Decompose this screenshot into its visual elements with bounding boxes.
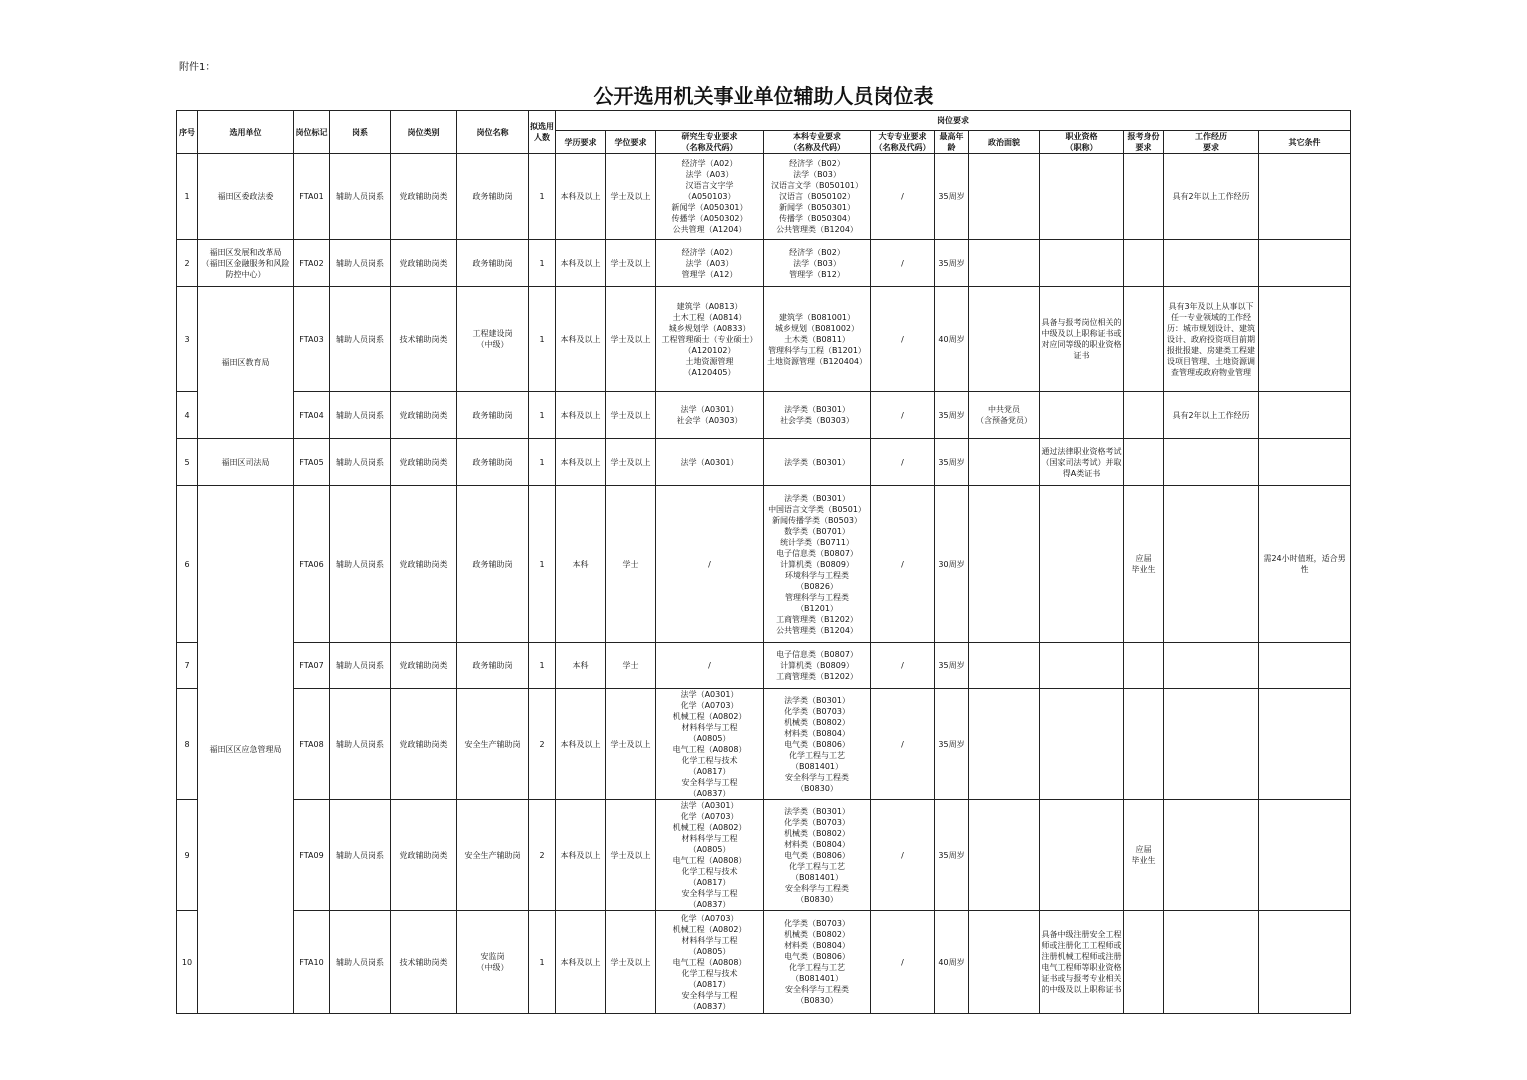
seq-cell: 1 [177, 154, 198, 240]
series-cell: 辅助人员岗系 [330, 392, 391, 439]
political-cell [969, 911, 1040, 1014]
ug-major-cell: 法学类（B0301） [764, 439, 871, 486]
series-cell: 辅助人员岗系 [330, 643, 391, 689]
name-cell: 政务辅助岗 [457, 154, 529, 240]
count-cell: 1 [529, 911, 556, 1014]
grad-major-cell: 建筑学（A0813） 土木工程（A0814） 城乡规划学（A0833） 工程管理硕士（专业硕士）（A120102） 土地资源管理 （A120405） [656, 287, 764, 392]
unit-cell: 福田区司法局 [198, 439, 294, 486]
name-cell: 政务辅助岗 [457, 643, 529, 689]
political-cell [969, 689, 1040, 800]
age-cell: 35周岁 [935, 439, 969, 486]
code-cell: FTA07 [294, 643, 330, 689]
degree-cell: 学士及以上 [606, 800, 656, 911]
identity-cell: 应届 毕业生 [1124, 800, 1164, 911]
ug-major-cell: 法学类（B0301） 中国语言文学类（B0501） 新闻传播学类（B0503） 数学类（B0701） 统计学类（B0711） 电子信息类（B0807） 计算机类（B0809） 环境科学与工程类 （B0826） 管理科学与工程类 （B1201） 工商管理类（B1202） 公共管理类（B1204） [764, 486, 871, 643]
ug-major-cell: 电子信息类（B0807） 计算机类（B0809） 工商管理类（B1202） [764, 643, 871, 689]
experience-cell: 具有3年及以上从事以下任一专业领域的工作经历：城市规划设计、建筑设计、政府投资项目前期报批报建、房建类工程建设项目管理、土地资源调查管理或政府物业管理 [1164, 287, 1259, 392]
grad-major-cell: 化学（A0703） 机械工程（A0802） 材料科学与工程 （A0805） 电气工程（A0808） 化学工程与技术 （A0817） 安全科学与工程 （A0837） [656, 911, 764, 1014]
col-experience: 工作经历 要求 [1164, 131, 1259, 154]
table-row [177, 439, 1351, 486]
unit-cell: 福田区委政法委 [198, 154, 294, 240]
degree-cell: 学士及以上 [606, 154, 656, 240]
other-cell: 需24小时值班，适合男性 [1259, 486, 1351, 643]
grad-major-cell: 经济学（A02） 法学（A03） 管理学（A12） [656, 240, 764, 287]
table-row [177, 643, 1351, 689]
table-body [177, 154, 1351, 1014]
grad-major-cell: 法学（A0301） [656, 439, 764, 486]
code-cell: FTA01 [294, 154, 330, 240]
name-cell: 政务辅助岗 [457, 392, 529, 439]
ug-major-cell: 经济学（B02） 法学（B03） 汉语言文学（B050101） 汉语言（B050102） 新闻学（B050301） 传播学（B050304） 公共管理类（B1204） [764, 154, 871, 240]
qualification-cell [1040, 240, 1124, 287]
col-age: 最高年龄 [935, 131, 969, 154]
age-cell: 40周岁 [935, 911, 969, 1014]
category-cell: 党政辅助岗类 [391, 486, 457, 643]
seq-cell: 8 [177, 689, 198, 800]
code-cell: FTA02 [294, 240, 330, 287]
identity-cell [1124, 392, 1164, 439]
count-cell: 1 [529, 287, 556, 392]
ug-major-cell: 经济学（B02） 法学（B03） 管理学（B12） [764, 240, 871, 287]
series-cell: 辅助人员岗系 [330, 911, 391, 1014]
seq-cell: 6 [177, 486, 198, 643]
experience-cell [1164, 689, 1259, 800]
age-cell: 40周岁 [935, 287, 969, 392]
other-cell [1259, 800, 1351, 911]
college-major-cell: / [871, 287, 935, 392]
political-cell [969, 240, 1040, 287]
code-cell: FTA08 [294, 689, 330, 800]
code-cell: FTA09 [294, 800, 330, 911]
col-category: 岗位类别 [391, 111, 457, 154]
table-row [177, 154, 1351, 240]
identity-cell [1124, 439, 1164, 486]
grad-major-cell: / [656, 643, 764, 689]
qualification-cell [1040, 643, 1124, 689]
code-cell: FTA03 [294, 287, 330, 392]
age-cell: 35周岁 [935, 643, 969, 689]
ug-major-cell: 法学类（B0301） 化学类（B0703） 机械类（B0802） 材料类（B0804） 电气类（B0806） 化学工程与工艺 （B081401） 安全科学与工程类 （B0830） [764, 689, 871, 800]
count-cell: 2 [529, 689, 556, 800]
college-major-cell: / [871, 392, 935, 439]
edu-cell: 本科 [556, 486, 606, 643]
seq-cell: 2 [177, 240, 198, 287]
name-cell: 政务辅助岗 [457, 240, 529, 287]
category-cell: 技术辅助岗类 [391, 287, 457, 392]
count-cell: 1 [529, 486, 556, 643]
experience-cell [1164, 643, 1259, 689]
qualification-cell [1040, 800, 1124, 911]
col-degree: 学位要求 [606, 131, 656, 154]
unit-cell: 福田区发展和改革局 （福田区金融服务和风险防控中心） [198, 240, 294, 287]
edu-cell: 本科及以上 [556, 911, 606, 1014]
degree-cell: 学士 [606, 486, 656, 643]
col-college-major: 大专专业要求 （名称及代码） [871, 131, 935, 154]
series-cell: 辅助人员岗系 [330, 439, 391, 486]
edu-cell: 本科及以上 [556, 287, 606, 392]
count-cell: 1 [529, 392, 556, 439]
ug-major-cell: 建筑学（B081001） 城乡规划（B081002） 土木类（B0811） 管理科学与工程（B1201） 土地资源管理（B120404） [764, 287, 871, 392]
other-cell [1259, 154, 1351, 240]
grad-major-cell: 法学（A0301） 化学（A0703） 机械工程（A0802） 材料科学与工程 （A0805） 电气工程（A0808） 化学工程与技术 （A0817） 安全科学与工程 （A0837） [656, 800, 764, 911]
attachment-label: 附件1： [179, 62, 216, 73]
seq-cell: 4 [177, 392, 198, 439]
col-unit: 选用单位 [198, 111, 294, 154]
identity-cell: 应届 毕业生 [1124, 486, 1164, 643]
category-cell: 党政辅助岗类 [391, 689, 457, 800]
seq-cell: 10 [177, 911, 198, 1014]
political-cell: 中共党员 （含预备党员） [969, 392, 1040, 439]
age-cell: 35周岁 [935, 154, 969, 240]
experience-cell [1164, 240, 1259, 287]
identity-cell [1124, 154, 1164, 240]
col-count: 拟选用人数 [529, 111, 556, 154]
series-cell: 辅助人员岗系 [330, 154, 391, 240]
edu-cell: 本科及以上 [556, 154, 606, 240]
qualification-cell [1040, 392, 1124, 439]
header-row-1 [177, 111, 1351, 131]
degree-cell: 学士及以上 [606, 240, 656, 287]
seq-cell: 3 [177, 287, 198, 392]
name-cell: 安全生产辅助岗 [457, 800, 529, 911]
count-cell: 1 [529, 439, 556, 486]
qualification-cell: 具备中级注册安全工程师或注册化工工程师或注册机械工程师或注册电气工程师等职业资格证书或与报考专业相关的中级及以上职称证书 [1040, 911, 1124, 1014]
other-cell [1259, 643, 1351, 689]
name-cell: 政务辅助岗 [457, 486, 529, 643]
college-major-cell: / [871, 154, 935, 240]
col-name: 岗位名称 [457, 111, 529, 154]
unit-cell: 福田区教育局 [198, 287, 294, 439]
other-cell [1259, 689, 1351, 800]
edu-cell: 本科及以上 [556, 800, 606, 911]
political-cell [969, 800, 1040, 911]
grad-major-cell: 法学（A0301） 社会学（A0303） [656, 392, 764, 439]
table-row [177, 240, 1351, 287]
college-major-cell: / [871, 689, 935, 800]
other-cell [1259, 287, 1351, 392]
political-cell [969, 154, 1040, 240]
ug-major-cell: 法学类（B0301） 化学类（B0703） 机械类（B0802） 材料类（B0804） 电气类（B0806） 化学工程与工艺 （B081401） 安全科学与工程类 （B0830） [764, 800, 871, 911]
other-cell [1259, 392, 1351, 439]
seq-cell: 5 [177, 439, 198, 486]
code-cell: FTA06 [294, 486, 330, 643]
col-political: 政治面貌 [969, 131, 1040, 154]
college-major-cell: / [871, 643, 935, 689]
college-major-cell: / [871, 240, 935, 287]
col-ug-major: 本科专业要求 （名称及代码） [764, 131, 871, 154]
grad-major-cell: / [656, 486, 764, 643]
qualification-cell: 通过法律职业资格考试（国家司法考试）并取得A类证书 [1040, 439, 1124, 486]
experience-cell [1164, 911, 1259, 1014]
name-cell: 安全生产辅助岗 [457, 689, 529, 800]
series-cell: 辅助人员岗系 [330, 486, 391, 643]
political-cell [969, 439, 1040, 486]
name-cell: 工程建设岗 （中级） [457, 287, 529, 392]
other-cell [1259, 240, 1351, 287]
other-cell [1259, 911, 1351, 1014]
other-cell [1259, 439, 1351, 486]
col-seq: 序号 [177, 111, 198, 154]
name-cell: 安监岗 （中级） [457, 911, 529, 1014]
college-major-cell: / [871, 439, 935, 486]
identity-cell [1124, 240, 1164, 287]
age-cell: 35周岁 [935, 689, 969, 800]
col-qualification: 职业资格 （职称） [1040, 131, 1124, 154]
edu-cell: 本科 [556, 643, 606, 689]
experience-cell: 具有2年以上工作经历 [1164, 154, 1259, 240]
degree-cell: 学士及以上 [606, 287, 656, 392]
identity-cell [1124, 643, 1164, 689]
col-series: 岗系 [330, 111, 391, 154]
degree-cell: 学士及以上 [606, 911, 656, 1014]
qualification-cell [1040, 154, 1124, 240]
seq-cell: 9 [177, 800, 198, 911]
political-cell [969, 287, 1040, 392]
college-major-cell: / [871, 800, 935, 911]
name-cell: 政务辅助岗 [457, 439, 529, 486]
table-row [177, 392, 1351, 439]
qualification-cell [1040, 486, 1124, 643]
count-cell: 1 [529, 643, 556, 689]
identity-cell [1124, 287, 1164, 392]
identity-cell [1124, 911, 1164, 1014]
experience-cell [1164, 800, 1259, 911]
experience-cell [1164, 439, 1259, 486]
grad-major-cell: 经济学（A02） 法学（A03） 汉语言文字学 （A050103） 新闻学（A050301） 传播学（A050302） 公共管理（A1204） [656, 154, 764, 240]
unit-cell: 福田区区应急管理局 [198, 486, 294, 1014]
series-cell: 辅助人员岗系 [330, 800, 391, 911]
edu-cell: 本科及以上 [556, 392, 606, 439]
degree-cell: 学士及以上 [606, 689, 656, 800]
table-row [177, 911, 1351, 1014]
ug-major-cell: 化学类（B0703） 机械类（B0802） 材料类（B0804） 电气类（B0806） 化学工程与工艺 （B081401） 安全科学与工程类 （B0830） [764, 911, 871, 1014]
college-major-cell: / [871, 911, 935, 1014]
col-requirements: 岗位要求 [556, 111, 1351, 131]
seq-cell: 7 [177, 643, 198, 689]
degree-cell: 学士 [606, 643, 656, 689]
experience-cell: 具有2年以上工作经历 [1164, 392, 1259, 439]
qualification-cell [1040, 689, 1124, 800]
identity-cell [1124, 689, 1164, 800]
age-cell: 35周岁 [935, 800, 969, 911]
page-title: 公开选用机关事业单位辅助人员岗位表 [593, 84, 934, 108]
table-row [177, 486, 1351, 643]
table-row [177, 800, 1351, 911]
category-cell: 党政辅助岗类 [391, 439, 457, 486]
edu-cell: 本科及以上 [556, 689, 606, 800]
series-cell: 辅助人员岗系 [330, 287, 391, 392]
category-cell: 党政辅助岗类 [391, 800, 457, 911]
category-cell: 党政辅助岗类 [391, 643, 457, 689]
political-cell [969, 643, 1040, 689]
college-major-cell: / [871, 486, 935, 643]
code-cell: FTA05 [294, 439, 330, 486]
positions-table [176, 110, 1351, 1014]
age-cell: 35周岁 [935, 240, 969, 287]
count-cell: 1 [529, 154, 556, 240]
category-cell: 党政辅助岗类 [391, 154, 457, 240]
col-edu: 学历要求 [556, 131, 606, 154]
qualification-cell: 具备与报考岗位相关的中级及以上职称证书或对应同等级的职业资格证书 [1040, 287, 1124, 392]
col-identity: 报考身份要求 [1124, 131, 1164, 154]
category-cell: 技术辅助岗类 [391, 911, 457, 1014]
table-row [177, 287, 1351, 392]
category-cell: 党政辅助岗类 [391, 392, 457, 439]
ug-major-cell: 法学类（B0301） 社会学类（B0303） [764, 392, 871, 439]
col-other: 其它条件 [1259, 131, 1351, 154]
age-cell: 35周岁 [935, 392, 969, 439]
col-code: 岗位标记 [294, 111, 330, 154]
series-cell: 辅助人员岗系 [330, 240, 391, 287]
series-cell: 辅助人员岗系 [330, 689, 391, 800]
degree-cell: 学士及以上 [606, 392, 656, 439]
count-cell: 1 [529, 240, 556, 287]
degree-cell: 学士及以上 [606, 439, 656, 486]
count-cell: 2 [529, 800, 556, 911]
edu-cell: 本科及以上 [556, 240, 606, 287]
political-cell [969, 486, 1040, 643]
experience-cell [1164, 486, 1259, 643]
col-grad-major: 研究生专业要求 （名称及代码） [656, 131, 764, 154]
grad-major-cell: 法学（A0301） 化学（A0703） 机械工程（A0802） 材料科学与工程 （A0805） 电气工程（A0808） 化学工程与技术 （A0817） 安全科学与工程 （A0837） [656, 689, 764, 800]
table-row [177, 689, 1351, 800]
category-cell: 党政辅助岗类 [391, 240, 457, 287]
age-cell: 30周岁 [935, 486, 969, 643]
edu-cell: 本科及以上 [556, 439, 606, 486]
code-cell: FTA04 [294, 392, 330, 439]
code-cell: FTA10 [294, 911, 330, 1014]
